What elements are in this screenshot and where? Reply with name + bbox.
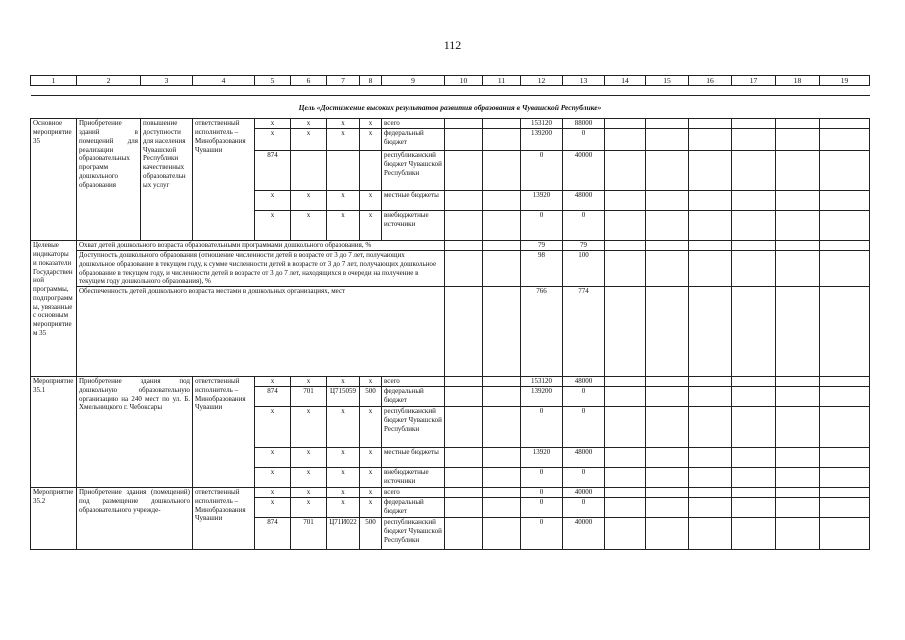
main_event-goal-text: повышение доступности для населения Чувашской Республики качественных образовательных услуг	[141, 119, 193, 241]
col-11	[483, 518, 521, 550]
header-col-4: 4	[193, 76, 255, 86]
value-empty	[732, 377, 776, 387]
code-section	[291, 151, 327, 191]
value-empty	[646, 151, 689, 191]
value-col-12: 0	[521, 211, 563, 241]
code-target: x	[327, 377, 360, 387]
target-empty	[689, 241, 732, 251]
funding-source: федеральный бюджет	[382, 387, 445, 407]
event_351-description: Приобретение здания под дошкольную образовательную организацию на 240 мест по ул. Б. Хмельницкого г. Чебоксары	[77, 377, 193, 488]
target-empty	[820, 251, 870, 287]
code-grbs: x	[255, 488, 291, 498]
col-10	[445, 468, 483, 488]
header-col-8: 8	[360, 76, 382, 86]
value-empty	[776, 498, 820, 518]
funding-source: всего	[382, 488, 445, 498]
funding-source: внебюджетные источники	[382, 211, 445, 241]
header-col-11: 11	[483, 76, 521, 86]
value-col-13: 0	[563, 498, 605, 518]
value-empty	[605, 119, 646, 129]
header-col-17: 17	[732, 76, 776, 86]
funding-source: республиканский бюджет Чувашской Республики	[382, 151, 445, 191]
value-empty	[820, 151, 870, 191]
col-11	[483, 191, 521, 211]
code-grbs: x	[255, 498, 291, 518]
code-target: x	[327, 119, 360, 129]
header-col-9: 9	[382, 76, 445, 86]
value-empty	[689, 448, 732, 468]
funding-source: местные бюджеты	[382, 191, 445, 211]
header-col-15: 15	[646, 76, 689, 86]
value-empty	[776, 448, 820, 468]
value-empty	[776, 468, 820, 488]
header-col-2: 2	[77, 76, 141, 86]
code-type: 500	[360, 518, 382, 550]
col-11	[483, 119, 521, 129]
value-col-12: 153120	[521, 377, 563, 387]
value-empty	[605, 407, 646, 448]
code-grbs: x	[255, 468, 291, 488]
funding-source: федеральный бюджет	[382, 129, 445, 151]
header-col-3: 3	[141, 76, 193, 86]
target-empty	[776, 287, 820, 377]
value-col-12: 13920	[521, 448, 563, 468]
code-type: 500	[360, 387, 382, 407]
target-empty	[689, 287, 732, 377]
target-value-13: 774	[563, 287, 605, 377]
value-empty	[689, 387, 732, 407]
target-empty	[646, 241, 689, 251]
code-section: 701	[291, 387, 327, 407]
col-10	[445, 488, 483, 498]
value-empty	[732, 119, 776, 129]
value-empty	[776, 211, 820, 241]
value-empty	[646, 518, 689, 550]
funding-source: республиканский бюджет Чувашской Республики	[382, 518, 445, 550]
value-empty	[732, 387, 776, 407]
funding-source: республиканский бюджет Чувашской Республики	[382, 407, 445, 448]
code-type: x	[360, 377, 382, 387]
value-col-13: 48000	[563, 377, 605, 387]
code-type: x	[360, 498, 382, 518]
value-col-12: 0	[521, 488, 563, 498]
code-target: x	[327, 211, 360, 241]
code-grbs: x	[255, 377, 291, 387]
value-empty	[820, 211, 870, 241]
code-grbs: x	[255, 211, 291, 241]
code-grbs: x	[255, 191, 291, 211]
value-empty	[820, 407, 870, 448]
value-col-13: 0	[563, 468, 605, 488]
target-empty	[820, 241, 870, 251]
target-row	[31, 241, 870, 251]
value-empty	[776, 377, 820, 387]
value-empty	[689, 119, 732, 129]
code-target: Ц715059	[327, 387, 360, 407]
value-empty	[689, 407, 732, 448]
header-col-16: 16	[689, 76, 732, 86]
value-col-13: 40000	[563, 488, 605, 498]
target-empty	[646, 251, 689, 287]
col-10	[445, 407, 483, 448]
col-11	[483, 241, 521, 251]
header-col-14: 14	[605, 76, 646, 86]
value-empty	[820, 129, 870, 151]
code-type: x	[360, 119, 382, 129]
code-type: x	[360, 191, 382, 211]
funding-source: местные бюджеты	[382, 448, 445, 468]
value-empty	[732, 151, 776, 191]
col-11	[483, 129, 521, 151]
code-target: Ц71И022	[327, 518, 360, 550]
value-empty	[732, 468, 776, 488]
value-col-12: 13920	[521, 191, 563, 211]
code-type: x	[360, 407, 382, 448]
value-col-12: 0	[521, 407, 563, 448]
col-11	[483, 287, 521, 377]
value-empty	[776, 119, 820, 129]
value-col-12: 139200	[521, 387, 563, 407]
value-empty	[605, 518, 646, 550]
main_event-name: Основное мероприятие 35	[31, 119, 77, 241]
code-grbs: x	[255, 119, 291, 129]
header-col-6: 6	[291, 76, 327, 86]
value-col-12: 139200	[521, 129, 563, 151]
target-empty	[605, 287, 646, 377]
value-empty	[820, 191, 870, 211]
value-empty	[646, 488, 689, 498]
value-empty	[732, 488, 776, 498]
value-empty	[776, 518, 820, 550]
value-empty	[605, 377, 646, 387]
funding-source: федеральный бюджет	[382, 498, 445, 518]
code-type	[360, 151, 382, 191]
col-11	[483, 468, 521, 488]
event_351-name: Мероприятие 35.1	[31, 377, 77, 488]
value-col-13: 0	[563, 211, 605, 241]
col-11	[483, 407, 521, 448]
col-11	[483, 251, 521, 287]
event_352-description: Приобретение здания (помещений) под размещение дошкольного образовательного учрежде-	[77, 488, 193, 550]
value-empty	[689, 129, 732, 151]
code-grbs: 874	[255, 387, 291, 407]
code-section: x	[291, 191, 327, 211]
target-empty	[689, 251, 732, 287]
goal-title: Цель «Достижение высоких результатов развития образования в Чувашской Республике»	[31, 96, 870, 119]
code-grbs: 874	[255, 151, 291, 191]
code-type: x	[360, 211, 382, 241]
main_event-description: Приобретение зданий в помещений для реализации образовательных программ дошкольного образования	[77, 119, 141, 241]
spacer-row	[31, 86, 870, 96]
value-empty	[646, 129, 689, 151]
budget-table	[30, 75, 870, 550]
target-empty	[776, 241, 820, 251]
value-col-12: 0	[521, 498, 563, 518]
header-col-19: 19	[820, 76, 870, 86]
value-empty	[776, 129, 820, 151]
value-empty	[689, 211, 732, 241]
value-col-12: 0	[521, 518, 563, 550]
value-empty	[605, 129, 646, 151]
header-col-7: 7	[327, 76, 360, 86]
col-10	[445, 518, 483, 550]
target-empty	[646, 287, 689, 377]
col-10	[445, 129, 483, 151]
value-empty	[605, 211, 646, 241]
target-value-13: 100	[563, 251, 605, 287]
value-empty	[689, 518, 732, 550]
code-grbs: x	[255, 129, 291, 151]
target-empty	[732, 287, 776, 377]
target-empty	[732, 241, 776, 251]
funding-source: всего	[382, 119, 445, 129]
col-10	[445, 377, 483, 387]
targets-label: Целевые индикаторы и показатели Государственной программы, подпрограммы, увязанные с основным мероприятием 35	[31, 241, 77, 377]
code-section: x	[291, 468, 327, 488]
value-empty	[776, 488, 820, 498]
value-empty	[820, 498, 870, 518]
header-col-10: 10	[445, 76, 483, 86]
col-11	[483, 211, 521, 241]
value-empty	[689, 377, 732, 387]
target-value-12: 98	[521, 251, 563, 287]
event_351-responsible: ответственный исполнитель – Минобразования Чувашии	[193, 377, 255, 488]
value-col-13: 40000	[563, 151, 605, 191]
header-row	[31, 76, 870, 86]
value-empty	[605, 488, 646, 498]
target-value-12: 766	[521, 287, 563, 377]
value-empty	[689, 468, 732, 488]
header-col-12: 12	[521, 76, 563, 86]
target-empty	[776, 251, 820, 287]
value-empty	[646, 377, 689, 387]
value-empty	[732, 211, 776, 241]
value-col-13: 0	[563, 387, 605, 407]
value-empty	[820, 448, 870, 468]
col-10	[445, 151, 483, 191]
code-type: x	[360, 448, 382, 468]
value-empty	[820, 119, 870, 129]
target-empty	[605, 251, 646, 287]
value-empty	[689, 151, 732, 191]
event_351-row	[31, 377, 870, 387]
value-empty	[820, 387, 870, 407]
value-empty	[605, 468, 646, 488]
value-col-13: 40000	[563, 518, 605, 550]
event_352-row	[31, 488, 870, 498]
value-empty	[605, 448, 646, 468]
code-grbs: x	[255, 407, 291, 448]
code-target: x	[327, 448, 360, 468]
code-target: x	[327, 407, 360, 448]
funding-source: внебюджетные источники	[382, 468, 445, 488]
code-target: x	[327, 488, 360, 498]
value-empty	[605, 387, 646, 407]
code-target: x	[327, 129, 360, 151]
value-col-12: 0	[521, 151, 563, 191]
value-col-12: 153120	[521, 119, 563, 129]
target-row	[31, 287, 870, 377]
value-empty	[689, 191, 732, 211]
value-col-13: 48000	[563, 191, 605, 211]
goal-row	[31, 96, 870, 119]
value-empty	[820, 377, 870, 387]
value-empty	[646, 448, 689, 468]
value-empty	[776, 151, 820, 191]
col-11	[483, 448, 521, 468]
target-empty	[732, 251, 776, 287]
event_352-responsible: ответственный исполнитель – Минобразования Чувашии	[193, 488, 255, 550]
main_event-responsible: ответственный исполнитель – Минобразования Чувашии	[193, 119, 255, 241]
value-empty	[820, 518, 870, 550]
value-empty	[820, 488, 870, 498]
value-empty	[646, 498, 689, 518]
value-empty	[605, 498, 646, 518]
value-empty	[732, 498, 776, 518]
header-col-13: 13	[563, 76, 605, 86]
col-11	[483, 377, 521, 387]
value-empty	[689, 498, 732, 518]
value-empty	[689, 488, 732, 498]
value-empty	[732, 448, 776, 468]
value-empty	[605, 151, 646, 191]
value-col-13: 88000	[563, 119, 605, 129]
target-empty	[820, 287, 870, 377]
value-empty	[732, 407, 776, 448]
target-empty	[605, 241, 646, 251]
col-10	[445, 498, 483, 518]
header-col-5: 5	[255, 76, 291, 86]
col-10	[445, 448, 483, 468]
col-11	[483, 488, 521, 498]
col-11	[483, 151, 521, 191]
col-10	[445, 211, 483, 241]
value-empty	[732, 129, 776, 151]
code-type: x	[360, 488, 382, 498]
main_event-row	[31, 119, 870, 129]
value-empty	[646, 468, 689, 488]
col-10	[445, 241, 483, 251]
code-type: x	[360, 129, 382, 151]
value-col-13: 0	[563, 407, 605, 448]
value-empty	[732, 518, 776, 550]
code-section: x	[291, 211, 327, 241]
value-empty	[646, 211, 689, 241]
value-empty	[646, 387, 689, 407]
value-col-13: 0	[563, 129, 605, 151]
value-empty	[732, 191, 776, 211]
code-section: x	[291, 407, 327, 448]
code-target: x	[327, 191, 360, 211]
value-empty	[776, 387, 820, 407]
funding-source: всего	[382, 377, 445, 387]
target-text: Обеспеченность детей дошкольного возраста местами в дошкольных организациях, мест	[77, 287, 445, 377]
code-section: x	[291, 488, 327, 498]
col-10	[445, 387, 483, 407]
code-section: x	[291, 129, 327, 151]
target-row	[31, 251, 870, 287]
event_352-name: Мероприятие 35.2	[31, 488, 77, 550]
code-section: x	[291, 119, 327, 129]
spacer-cell	[31, 86, 870, 96]
value-empty	[605, 191, 646, 211]
code-grbs: 874	[255, 518, 291, 550]
header-col-1: 1	[31, 76, 77, 86]
target-value-13: 79	[563, 241, 605, 251]
value-empty	[776, 407, 820, 448]
value-empty	[820, 468, 870, 488]
col-10	[445, 251, 483, 287]
page-number: 112	[443, 38, 462, 52]
code-section: x	[291, 377, 327, 387]
code-target: x	[327, 498, 360, 518]
col-11	[483, 387, 521, 407]
value-empty	[776, 191, 820, 211]
col-10	[445, 119, 483, 129]
header-col-18: 18	[776, 76, 820, 86]
value-empty	[646, 191, 689, 211]
code-target	[327, 151, 360, 191]
value-empty	[646, 119, 689, 129]
target-text: Доступность дошкольного образования (отношение численности детей в возрасте от 3 до 7 лет, получающих дошкольное образование в текущем году, к сумме численности детей в возрасте от 3 до 7 лет, получающих дошкольное образование в текущем году, и численности детей в возрасте от 3 до 7 лет, находящихся в очереди на получение в текущем году дошкольного образования), %	[77, 251, 445, 287]
code-grbs: x	[255, 448, 291, 468]
target-value-12: 79	[521, 241, 563, 251]
col-10	[445, 287, 483, 377]
col-11	[483, 498, 521, 518]
value-col-13: 48000	[563, 448, 605, 468]
code-section: x	[291, 448, 327, 468]
code-type: x	[360, 468, 382, 488]
value-col-12: 0	[521, 468, 563, 488]
target-text: Охват детей дошкольного возраста образовательными программами дошкольного образования, %	[77, 241, 445, 251]
code-target: x	[327, 468, 360, 488]
col-10	[445, 191, 483, 211]
code-section: x	[291, 498, 327, 518]
code-section: 701	[291, 518, 327, 550]
value-empty	[646, 407, 689, 448]
